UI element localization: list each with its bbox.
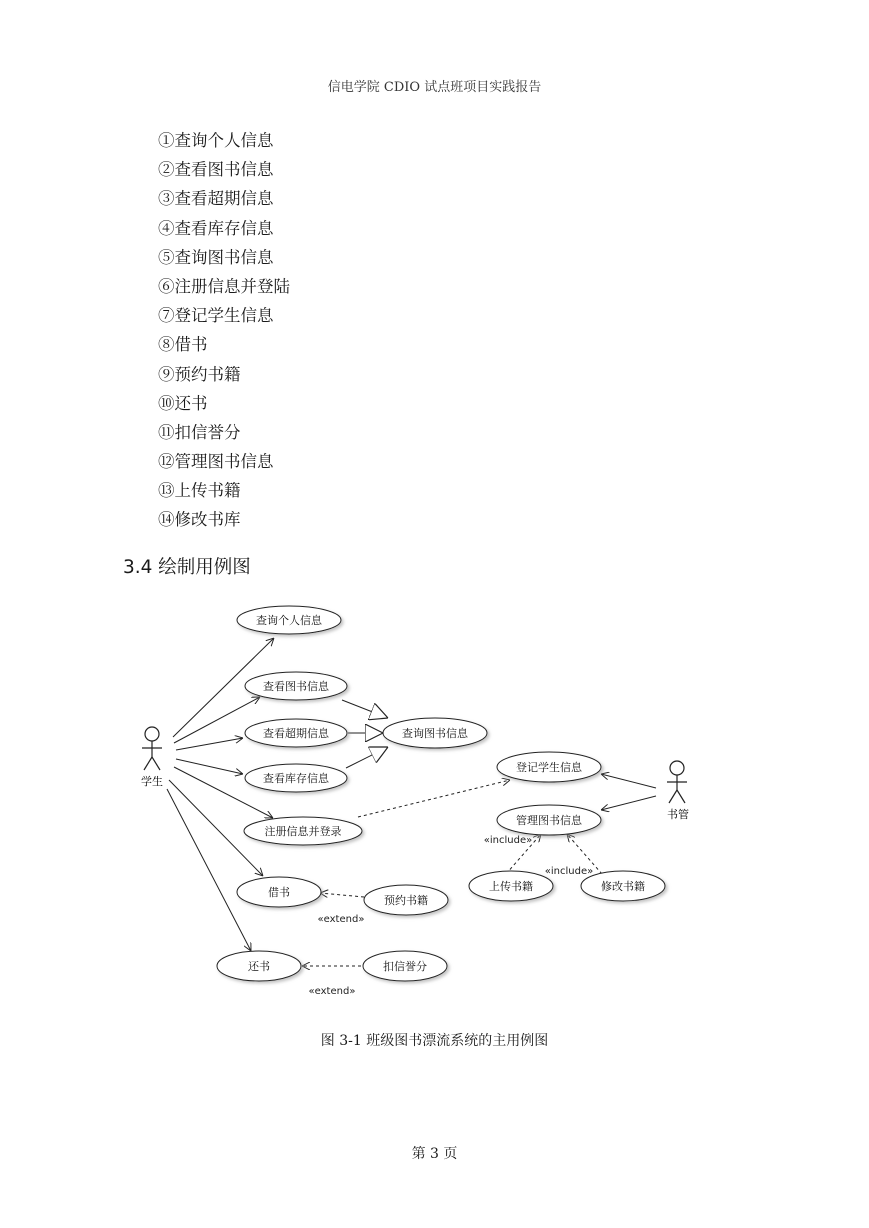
use-case-label: 扣信誉分	[383, 960, 427, 973]
use-case-ellipses	[217, 606, 665, 981]
list-item: ③查看超期信息	[158, 189, 274, 209]
list-item: ⑦登记学生信息	[158, 306, 274, 326]
extend-label: «extend»	[317, 914, 365, 925]
use-case-label: 修改书籍	[601, 880, 645, 893]
use-case-diagram	[0, 590, 869, 1010]
page-header: 信电学院 CDIO 试点班项目实践报告	[327, 80, 542, 95]
generalization-links	[342, 700, 388, 768]
include-label: «include»	[544, 866, 594, 877]
list-item: ⑤查询图书信息	[158, 247, 274, 267]
function-list	[158, 129, 290, 538]
include-label: «include»	[483, 835, 533, 846]
use-case-label: 管理图书信息	[516, 814, 582, 827]
use-case-label: 上传书籍	[489, 880, 533, 893]
student-label: 学生	[141, 775, 163, 788]
list-item: ①查询个人信息	[158, 131, 274, 150]
use-case-label: 还书	[248, 960, 270, 973]
use-case-label: 查看图书信息	[263, 680, 329, 693]
list-item: ⑩还书	[158, 393, 208, 413]
list-item: ⑫管理图书信息	[158, 452, 274, 472]
extend-label: «extend»	[308, 986, 356, 997]
list-item: ②查看图书信息	[158, 160, 274, 180]
page-number: 第 3 页	[411, 1146, 458, 1162]
librarian-associations	[601, 774, 656, 810]
use-case-label: 登记学生信息	[516, 761, 582, 774]
student-actor	[142, 727, 162, 770]
list-item: ⑧借书	[158, 335, 208, 355]
section-title: 3.4 绘制用例图	[123, 557, 251, 578]
stereotype-labels	[309, 835, 594, 997]
list-item: ⑨预约书籍	[158, 364, 241, 384]
use-case-label: 查询图书信息	[402, 727, 468, 740]
use-case-label: 查看库存信息	[263, 772, 329, 785]
list-item: ⑬上传书籍	[158, 481, 241, 501]
use-case-label: 借书	[268, 886, 290, 899]
librarian-label: 书管	[667, 808, 689, 821]
librarian-actor	[667, 761, 687, 803]
list-item: ⑥注册信息并登陆	[158, 276, 290, 296]
use-case-labels	[248, 613, 645, 973]
list-item: ④查看库存信息	[158, 218, 274, 238]
list-item: ⑭修改书库	[158, 510, 241, 530]
use-case-label: 预约书籍	[384, 894, 428, 907]
use-case-label: 查询个人信息	[256, 614, 322, 627]
list-item: ⑪扣信誉分	[158, 422, 241, 442]
figure-caption: 图 3-1 班级图书漂流系统的主用例图	[320, 1033, 549, 1049]
use-case-label: 查看超期信息	[263, 727, 329, 740]
use-case-label: 注册信息并登录	[264, 825, 342, 838]
